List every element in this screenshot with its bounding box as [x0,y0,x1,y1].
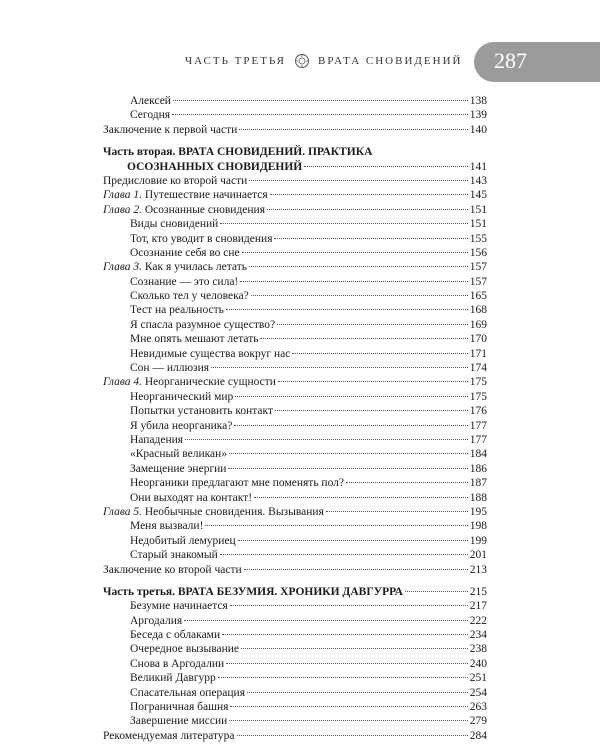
toc-leader-dots [218,677,468,678]
toc-entry-title: Неорганические сущности [144,376,276,389]
toc-entry-title: Беседа с облаками [130,629,221,642]
toc-row [103,174,487,188]
toc-row [103,614,487,628]
toc-leader-dots [228,468,467,469]
toc-row [103,94,487,108]
toc-entry-page: 169 [469,318,487,331]
toc-row [103,361,487,375]
toc-chapter-row [103,203,487,217]
toc-entry-title: Необычные сновидения. Вызывания [144,505,324,518]
toc-entry-page: 199 [469,534,487,547]
toc-row [103,447,487,461]
toc-entry-title: Нападения [130,434,184,446]
ornament-icon [294,53,310,69]
toc-entry-page: 171 [469,347,487,360]
toc-leader-dots [229,453,468,454]
toc-leader-dots [220,554,468,555]
toc-leader-dots [304,166,468,167]
toc-chapter-prefix: Глава 3. [103,261,142,274]
toc-chapter-prefix: Глава 5. [103,505,142,518]
toc-chapter-prefix: Глава 2. [103,203,142,216]
toc-row [103,332,487,346]
toc-entry-page: 145 [469,189,487,202]
toc-entry-title: Заключение ко второй части [103,563,242,576]
toc-entry-title: Я убила неорганика? [130,419,233,432]
toc-entry-page: 165 [469,290,487,303]
toc-leader-dots [238,540,468,541]
toc-entry-title: Как я училась летать [144,261,247,274]
toc-entry-title: Снова в Аргодалии [130,657,225,670]
toc-chapter-prefix: Глава 4. [103,376,142,389]
toc-leader-dots [173,100,468,101]
toc-leader-dots [242,252,468,253]
toc-entry-title: Сколько тел у человека? [130,290,249,303]
toc-entry-title: Путешествие начинается [144,189,268,202]
toc-leader-dots [241,648,468,649]
toc-chapter-row [103,505,487,519]
toc-entry-title: Сегодня [130,109,171,122]
toc-row [103,289,487,303]
toc-entry-title: Рекомендуемая литература [103,729,235,742]
toc-entry-title: Они выходят на контакт! [130,491,253,504]
toc-row [103,642,487,656]
page-number-tab [474,42,600,82]
toc-entry-page: 143 [469,174,487,187]
toc-entry-title: Мне опять мешают летать [130,333,259,346]
toc-leader-dots [249,266,468,267]
toc-entry-page: 222 [469,614,487,627]
toc-entry-title: Великий Давгурр [130,672,216,685]
toc-entry-page: 184 [469,448,487,461]
toc-entry-page: 186 [469,462,487,475]
toc-row [103,123,487,137]
toc-entry-title: Тест на реальность [130,304,224,317]
toc-entry-page: 234 [469,629,487,642]
toc-row [103,303,487,317]
toc-leader-dots [235,396,467,397]
toc-leader-dots [239,129,467,130]
toc-row [103,686,487,700]
toc-row [103,275,487,289]
toc-leader-dots [211,367,468,368]
toc-entry-title: Осознание себя во сне [130,246,240,259]
toc-row [103,108,487,122]
toc-row [103,534,487,548]
toc-entry-title: Алексей [130,95,171,107]
toc-row [103,491,487,505]
toc-entry-page: 175 [469,376,487,389]
toc-entry-page: 157 [469,261,487,274]
toc-row [103,347,487,361]
toc-leader-dots [230,706,467,707]
running-head [185,53,462,69]
toc-entry-title: Невидимые существа вокруг нас [130,347,291,360]
toc-leader-dots [230,605,468,606]
toc-entry-title: Старый знакомый [130,549,218,562]
page-number: 287 [494,48,527,73]
toc-part-title-line2: ОСОЗНАННЫХ СНОВИДЕНИЙ [127,160,303,173]
toc-leader-dots [254,497,468,498]
toc-row [103,419,487,433]
toc-entry-page: 254 [469,686,487,699]
toc-part-label: Часть третья. [103,585,176,598]
toc-leader-dots [326,511,468,512]
toc-row [103,217,487,231]
toc-part-heading [103,585,487,599]
toc-entry-page: 174 [469,362,487,375]
toc-entry-page: 195 [469,505,487,518]
toc-leader-dots [249,180,467,181]
toc-row [103,232,487,246]
table-of-contents [103,94,487,743]
toc-entry-title: Недобитый лемуриец [130,534,236,547]
toc-entry-page: 156 [469,246,487,259]
toc-entry-title: Очередное вызывание [130,643,239,656]
toc-leader-dots [251,295,468,296]
toc-entry-page: 157 [469,275,487,288]
toc-row [103,700,487,714]
toc-entry-title: Аргодалия [130,614,183,627]
toc-entry-title: Спасательная операция [130,686,245,699]
toc-leader-dots [240,281,467,282]
toc-entry-page: 188 [469,491,487,504]
toc-row [103,563,487,577]
toc-entry-page: 263 [469,701,487,714]
toc-leader-dots [244,569,468,570]
toc-leader-dots [247,692,468,693]
toc-leader-dots [292,353,467,354]
toc-entry-title: Сон — иллюзия [130,362,210,375]
toc-entry-title: Пограничная башня [130,701,229,714]
toc-leader-dots [278,381,468,382]
toc-entry-title: Неорганический мир [130,390,234,403]
toc-entry-page: 215 [469,585,487,598]
toc-row [103,390,487,404]
toc-leader-dots [226,663,468,664]
toc-entry-page: 213 [469,563,487,576]
toc-row [103,671,487,685]
toc-leader-dots [237,735,468,736]
toc-entry-title: Безумие начинается [130,600,228,613]
toc-row [103,246,487,260]
toc-entry-title: «Красный великан» [130,448,228,461]
toc-row [103,519,487,533]
toc-entry-title: Заключение к первой части [103,123,238,136]
toc-entry-title: Замещение энергии [130,462,227,475]
toc-leader-dots [277,324,468,325]
toc-entry-page: 240 [469,657,487,670]
toc-part-heading [103,145,487,174]
toc-leader-dots [226,309,468,310]
toc-entry-page: 198 [469,520,487,533]
toc-entry-page: 175 [469,390,487,403]
toc-part-title: ВРАТА БЕЗУМИЯ. ХРОНИКИ ДАВГУРРА [177,585,403,598]
toc-entry-page: 151 [469,218,487,231]
toc-entry-page: 187 [469,477,487,490]
toc-entry-page: 155 [469,232,487,245]
toc-leader-dots [184,620,468,621]
toc-entry-page: 140 [469,123,487,136]
toc-entry-title: Предисловие ко второй части [103,174,248,187]
toc-leader-dots [185,439,468,440]
toc-entry-title: Виды сновидений [130,218,219,231]
toc-entry-page: 168 [469,304,487,317]
toc-leader-dots [205,525,467,526]
toc-leader-dots [405,591,468,592]
toc-entry-page: 177 [469,419,487,432]
toc-leader-dots [172,114,468,115]
toc-entry-page: 217 [469,600,487,613]
toc-entry-title: Я спасла разумное существо? [130,318,276,331]
toc-row [103,476,487,490]
toc-entry-page: 170 [469,333,487,346]
toc-part-label: Часть вторая. [103,146,176,159]
toc-entry-page: 151 [469,203,487,216]
toc-part-title: ВРАТА СНОВИДЕНИЙ. ПРАКТИКА [178,146,373,159]
toc-row [103,657,487,671]
page-header [0,42,600,82]
toc-entry-title: Сознание — это сила! [130,275,239,288]
toc-leader-dots [274,238,467,239]
toc-entry-page: 141 [469,160,487,173]
toc-row [103,714,487,728]
running-head-part: ЧАСТЬ ТРЕТЬЯ [185,55,287,67]
toc-entry-page: 279 [469,715,487,728]
running-head-title: ВРАТА СНОВИДЕНИЙ [318,55,463,67]
toc-chapter-row [103,188,487,202]
toc-entry-title: Осознанные сновидения [144,203,265,216]
toc-entry-page: 284 [469,729,487,742]
toc-entry-page: 138 [469,95,487,107]
toc-entry-page: 176 [469,405,487,418]
toc-row [103,599,487,613]
toc-leader-dots [267,209,468,210]
toc-entry-page: 177 [469,434,487,446]
toc-row [103,628,487,642]
toc-chapter-row [103,375,487,389]
toc-entry-title: Неорганики предлагают мне поменять пол? [130,477,345,490]
toc-entry-page: 201 [469,549,487,562]
toc-leader-dots [270,194,468,195]
toc-leader-dots [229,720,467,721]
toc-leader-dots [275,410,468,411]
toc-leader-dots [260,338,467,339]
toc-row [103,404,487,418]
toc-chapter-row [103,260,487,274]
toc-entry-title: Попытки установить контакт [130,405,273,418]
toc-row [103,433,487,447]
toc-leader-dots [220,223,467,224]
toc-row [103,318,487,332]
toc-leader-dots [234,425,467,426]
toc-entry-title: Тот, кто уводит в сновидения [130,232,273,245]
toc-row [103,462,487,476]
toc-chapter-prefix: Глава 1. [103,189,142,202]
toc-entry-title: Меня вызвали! [130,520,204,533]
toc-leader-dots [346,482,468,483]
toc-entry-page: 139 [469,109,487,122]
toc-row [103,548,487,562]
toc-entry-page: 238 [469,643,487,656]
toc-entry-page: 251 [469,672,487,685]
toc-leader-dots [222,634,468,635]
toc-part-title-line1 [103,145,487,159]
toc-entry-title: Завершение миссии [130,715,228,728]
toc-row [103,729,487,743]
